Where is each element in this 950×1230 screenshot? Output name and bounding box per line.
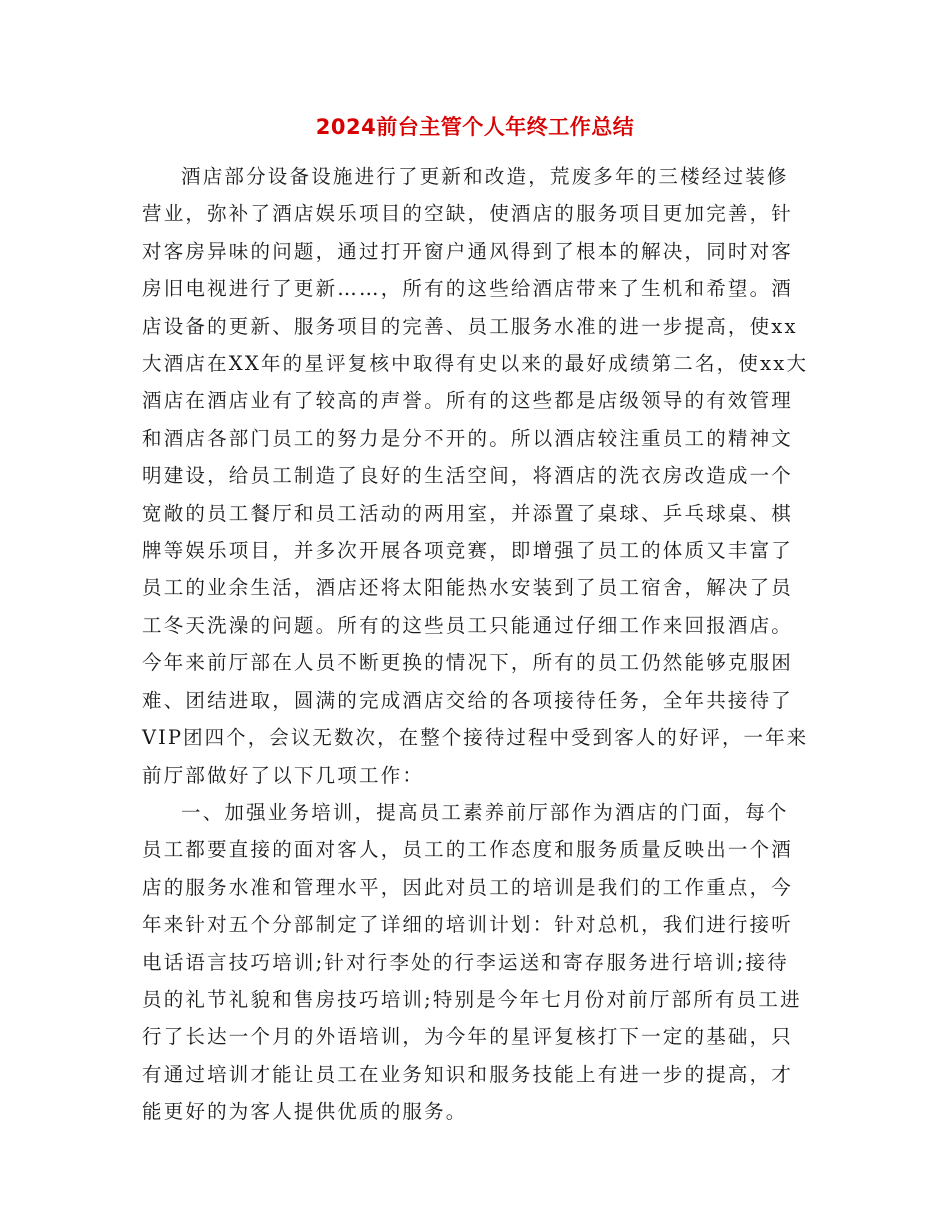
text-line: 电话语言技巧培训;针对行李处的行李运送和寄存服务进行培训;接待 <box>142 950 789 974</box>
paragraph-1 <box>142 158 810 794</box>
text-line: 店设备的更新、服务项目的完善、员工服务水准的进一步提高，使xx <box>142 314 798 338</box>
text-line: 难、团结进取，圆满的完成酒店交给的各项接待任务，全年共接待了 <box>142 688 794 712</box>
paragraph-2 <box>142 794 810 1131</box>
text-line: 酒店部分设备设施进行了更新和改造，荒废多年的三楼经过装修 <box>181 165 789 188</box>
text-line: 和酒店各部门员工的努力是分不开的。所以酒店较注重员工的精神文 <box>142 426 794 450</box>
text-line: 明建设，给员工制造了良好的生活空间，将酒店的洗衣房改造成一个 <box>142 464 794 488</box>
text-line: 营业，弥补了酒店娱乐项目的空缺，使酒店的服务项目更加完善，针 <box>142 202 794 226</box>
text-line: 大酒店在XX年的星评复核中取得有史以来的最好成绩第二名，使xx大 <box>142 352 809 376</box>
text-line: 行了长达一个月的外语培训，为今年的星评复核打下一定的基础，只 <box>142 1025 794 1049</box>
document-body <box>142 158 810 1131</box>
text-line: 今年来前厅部在人员不断更换的情况下，所有的员工仍然能够克服困 <box>142 651 794 675</box>
document-title: 2024前台主管个人年终工作总结 <box>315 115 635 139</box>
text-line: 房旧电视进行了更新……，所有的这些给酒店带来了生机和希望。酒 <box>142 277 794 301</box>
text-line: 一、加强业务培训，提高员工素养前厅部作为酒店的门面，每个 <box>181 800 789 824</box>
text-line: 对客房异味的问题，通过打开窗户通风得到了根本的解决，同时对客 <box>142 239 794 263</box>
text-line: VIP团四个，会议无数次，在整个接待过程中受到客人的好评，一年来 <box>142 726 809 750</box>
text-line: 店的服务水准和管理水平，因此对员工的培训是我们的工作重点，今 <box>142 875 794 899</box>
text-line: 员的礼节礼貌和售房技巧培训;特别是今年七月份对前厅部所有员工进 <box>142 987 802 1011</box>
text-line: 能更好的为客人提供优质的服务。 <box>142 1100 468 1124</box>
text-line: 工冬天洗澡的问题。所有的这些员工只能通过仔细工作来回报酒店。 <box>142 613 794 637</box>
text-line: 前厅部做好了以下几项工作： <box>142 763 425 787</box>
text-line: 有通过培训才能让员工在业务知识和服务技能上有进一步的提高，才 <box>142 1062 794 1086</box>
text-line: 牌等娱乐项目，并多次开展各项竞赛，即增强了员工的体质又丰富了 <box>142 539 794 563</box>
text-line: 员工的业余生活，酒店还将太阳能热水安装到了员工宿舍，解决了员 <box>142 576 794 600</box>
text-line: 宽敞的员工餐厅和员工活动的两用室，并添置了桌球、乒乓球桌、棋 <box>142 501 794 525</box>
text-line: 年来针对五个分部制定了详细的培训计划：针对总机，我们进行接听 <box>142 913 794 937</box>
text-line: 员工都要直接的面对客人，员工的工作态度和服务质量反映出一个酒 <box>142 838 794 862</box>
text-line: 酒店在酒店业有了较高的声誉。所有的这些都是店级领导的有效管理 <box>142 389 794 413</box>
